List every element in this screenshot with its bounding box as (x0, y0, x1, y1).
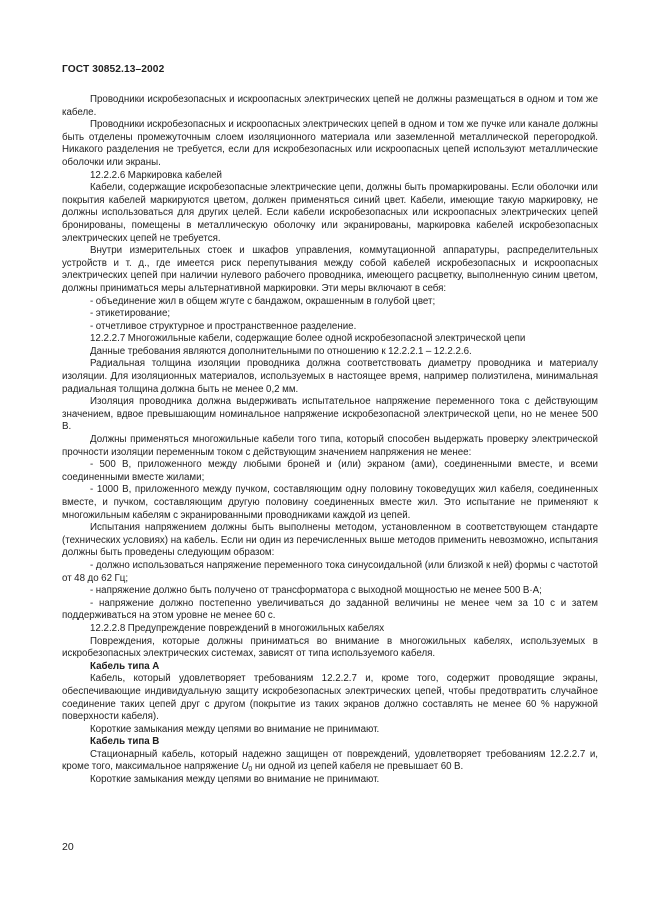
page-header: ГОСТ 30852.13–2002 (62, 64, 165, 75)
paragraph: Повреждения, которые должны приниматься во внимание в многожильных кабелях, используемых в искробезопасных электрических системах, зависят от типа используемого кабеля. (62, 635, 598, 660)
paragraph: Проводники искробезопасных и искроопасных электрических цепей не должны размещаться в одном и том же кабеле. (62, 94, 598, 118)
paragraph: Данные требования являются дополнительными по отношению к 12.2.2.1 – 12.2.2.6. (90, 345, 472, 357)
paragraph: Радиальная толщина изоляции проводника должна соответствовать диаметру проводника и материалу изоляции. Для изоляционных материалов, используемых в настоящее время, например полиэтилена, минимальная радиальная толщина должна быть не менее 0,2 мм. (62, 358, 598, 395)
list-item: - этикетирование; (90, 308, 171, 320)
paragraph: Должны применяться многожильные кабели того типа, который способен выдержать проверку электрической прочности изоляции переменным током с действующим значением напряжения не менее: (62, 434, 598, 458)
list-item: - напряжение должно постепенно увеличиваться до заданной величины не менее чем за 10 с и затем поддерживаться на этом уровне не менее 60 с. (62, 597, 598, 622)
paragraph: Внутри измерительных стоек и шкафов управления, коммутационной аппаратуры, распределительных устройств и т. д., где имеется риск перепутывания между собой кабелей искробезопасных и искроопасных электрических цепей при наличии нулевого рабочего проводника, имеющего расцветку, выполненную синим цветом, должны приниматься меры альтернативной маркировки. Эти меры включают в себя: (62, 245, 598, 294)
paragraph: Короткие замыкания между цепями во внимание не принимают. (90, 723, 380, 735)
list-item: - 500 В, приложенного между любыми броней и (или) экраном (ами), соединенными вместе, и всеми соединенными вместе жилами; (62, 459, 598, 483)
subheading: Кабель типа А (90, 660, 160, 672)
page-number: 20 (62, 841, 74, 853)
list-item: - 1000 В, приложенного между пучком, составляющим одну половину токоведущих жил кабеля, соединенных вместе, и пучком, составляющим другую половину соединенных вместе жил. Это испытание не применяют к многожильным кабелям с экранированными проводниками каждой из цепей. (62, 484, 598, 521)
paragraph: Изоляция проводника должна выдерживать испытательное напряжение переменного тока с действующим значением, вдвое превышающим номинальное напряжение искробезопасной электрической цепи, но не менее 500 В. (62, 396, 598, 433)
list-item: - должно использоваться напряжение переменного тока синусоидальной (или близкой к ней) формы с частотой от 48 до 62 Гц; (62, 559, 598, 584)
paragraph: Испытания напряжением должны быть выполнены методом, установленном в соответствующем стандарте (технических условиях) на кабель. Если ни один из перечисленных выше методов применить невозможно, испытания должны быть проведены следующим образом: (62, 522, 598, 559)
list-item: - отчетливое структурное и пространственное разделение. (90, 320, 357, 332)
subheading: Кабель типа В (90, 736, 160, 748)
variable-subscript: 0 (248, 766, 253, 774)
list-item: - объединение жил в общем жгуте с бандажом, окрашенным в голубой цвет; (90, 295, 436, 307)
document-body (62, 94, 598, 787)
list-item: - напряжение должно быть получено от трансформатора с выходной мощностью не менее 500 В·А; (90, 585, 542, 597)
section-heading: 12.2.2.6 Маркировка кабелей (90, 169, 223, 181)
paragraph-text: Стационарный кабель, который надежно защищен от повреждений, удовлетворяет требованиям 12.2.2.7 и, кроме того, максимальное напряжение (62, 748, 598, 773)
paragraph-text-tail: ни одной из цепей кабеля не превышает 60 В. (252, 761, 464, 773)
paragraph: Проводники искробезопасных и искроопасных электрических цепей в одном и том же пучке или канале должны быть отделены промежуточным слоем изоляционного материала или заземленной металлической перегородкой. Никакого разделения не требуется, если для искробезопасных или искроопасных цепей используют металлические оболочки или экраны. (62, 119, 598, 168)
paragraph: Кабели, содержащие искробезопасные электрические цепи, должны быть промаркированы. Если оболочки или покрытия кабелей маркируются цветом, должен применяться синий цвет. Кабели, имеющие такую маркировку, не должны использоваться для других целей. Если кабели искробезопасных или искроопасных электрических цепей бронированы, помещены в металлическую оболочку или экранированы, маркировка кабелей искробезопасных электрических цепей не требуется. (62, 182, 598, 244)
section-heading: 12.2.2.7 Многожильные кабели, содержащие более одной искробезопасной электрической цепи (90, 333, 526, 345)
section-heading: 12.2.2.8 Предупреждение повреждений в многожильных кабелях (90, 622, 385, 634)
paragraph: Кабель, который удовлетворяет требованиям 12.2.2.7 и, кроме того, содержит проводящие экраны, обеспечивающие индивидуальную защиту искробезопасных электрических цепей, чтобы предотвратить случайное соединение таких цепей друг с другом (покрытие из таких экранов должно составлять не менее 60 % наружной поверхности кабеля). (62, 673, 598, 723)
paragraph: Короткие замыкания между цепями во внимание не принимают. (90, 774, 380, 786)
paragraph (62, 749, 598, 774)
variable-symbol: U (241, 761, 249, 773)
